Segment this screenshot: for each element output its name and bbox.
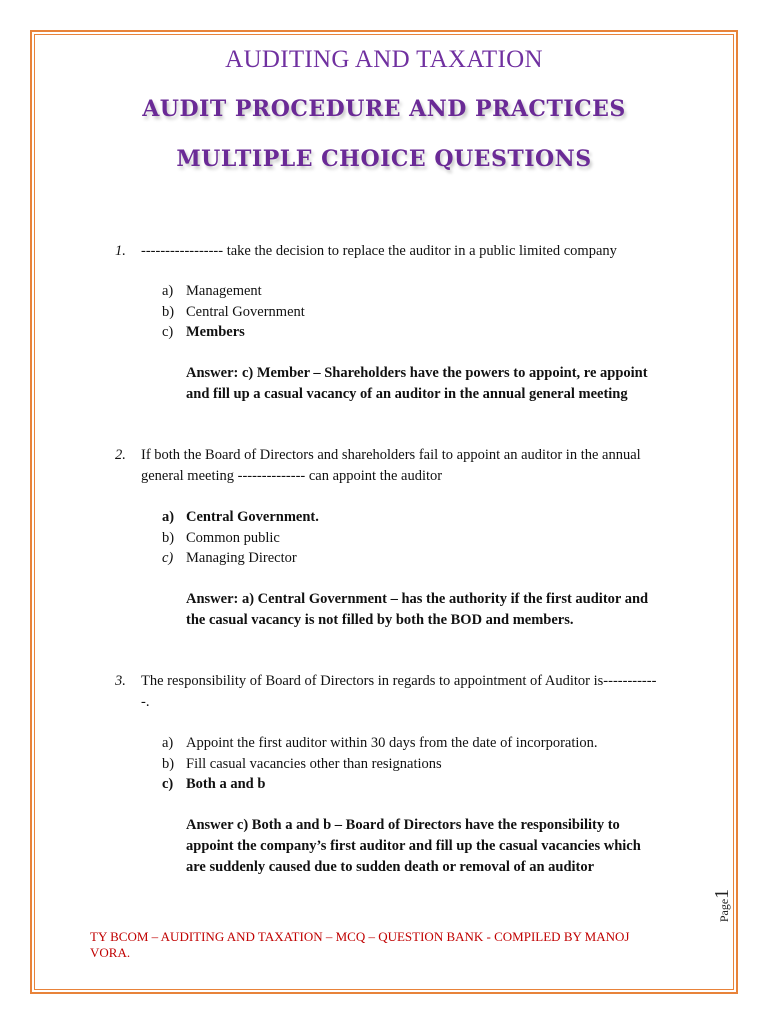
option-c: c) Managing Director <box>162 550 297 566</box>
question-1-answer <box>186 363 677 405</box>
question-number: 3. <box>115 673 126 689</box>
question-number: 2. <box>115 447 126 463</box>
question-3-answer <box>186 815 677 878</box>
question-2-answer <box>186 589 677 631</box>
question-3 <box>116 671 676 713</box>
page-number-label <box>711 880 738 930</box>
answer-line: Answer: c) Member – Shareholders have the powers to appoint, re appoint <box>186 365 648 381</box>
page-label-text: Page <box>717 898 732 923</box>
question-1 <box>116 241 676 262</box>
page-footer <box>90 929 690 961</box>
question-text-line: -. <box>141 694 150 710</box>
answer-line: Answer c) Both a and b – Board of Directors have the responsibility to <box>186 817 620 833</box>
question-number: 1. <box>115 243 126 259</box>
question-2 <box>116 445 676 487</box>
question-2-options <box>162 507 682 569</box>
question-text: ----------------- take the decision to replace the auditor in a public limited company <box>141 243 617 259</box>
option-a: a) Central Government. <box>162 509 319 525</box>
answer-line: and fill up a casual vacancy of an auditor in the annual general meeting <box>186 386 628 402</box>
page-number: 1 <box>711 888 734 899</box>
answer-line: Answer: a) Central Government – has the authority if the first auditor and <box>186 591 649 607</box>
answer-line: the casual vacancy is not filled by both the BOD and members. <box>186 612 574 628</box>
question-3-options <box>162 733 682 795</box>
footer-line: TY BCOM – AUDITING AND TAXATION – MCQ – QUESTION BANK - COMPILED BY MANOJ <box>90 929 630 944</box>
question-1-options <box>162 281 682 343</box>
question-text-line: If both the Board of Directors and shareholders fail to appoint an auditor in the annual <box>141 447 641 463</box>
option-c: c) Both a and b <box>162 776 266 792</box>
footer-line: VORA. <box>90 945 131 960</box>
section-heading: AUDIT PROCEDURE AND PRACTICES <box>142 96 626 122</box>
document-title: AUDITING AND TAXATION <box>225 46 543 73</box>
option-b: b) Common public <box>162 529 280 546</box>
answer-line: are suddenly caused due to sudden death or removal of an auditor <box>186 859 595 875</box>
answer-line: appoint the company’s first auditor and fill up the casual vacancies which <box>186 838 641 854</box>
option-a: a) Appoint the first auditor within 30 days from the date of incorporation. <box>162 735 598 751</box>
option-b: b) Fill casual vacancies other than resignations <box>162 755 442 772</box>
option-b: b) Central Government <box>162 303 305 320</box>
question-text-line: general meeting -------------- can appoint the auditor <box>141 468 443 484</box>
question-text-line: The responsibility of Board of Directors in regards to appointment of Auditor is----------- <box>141 673 657 689</box>
option-c: c) Members <box>162 324 245 340</box>
section-subheading: MULTIPLE CHOICE QUESTIONS <box>176 146 592 172</box>
option-a: a) Management <box>162 283 262 299</box>
